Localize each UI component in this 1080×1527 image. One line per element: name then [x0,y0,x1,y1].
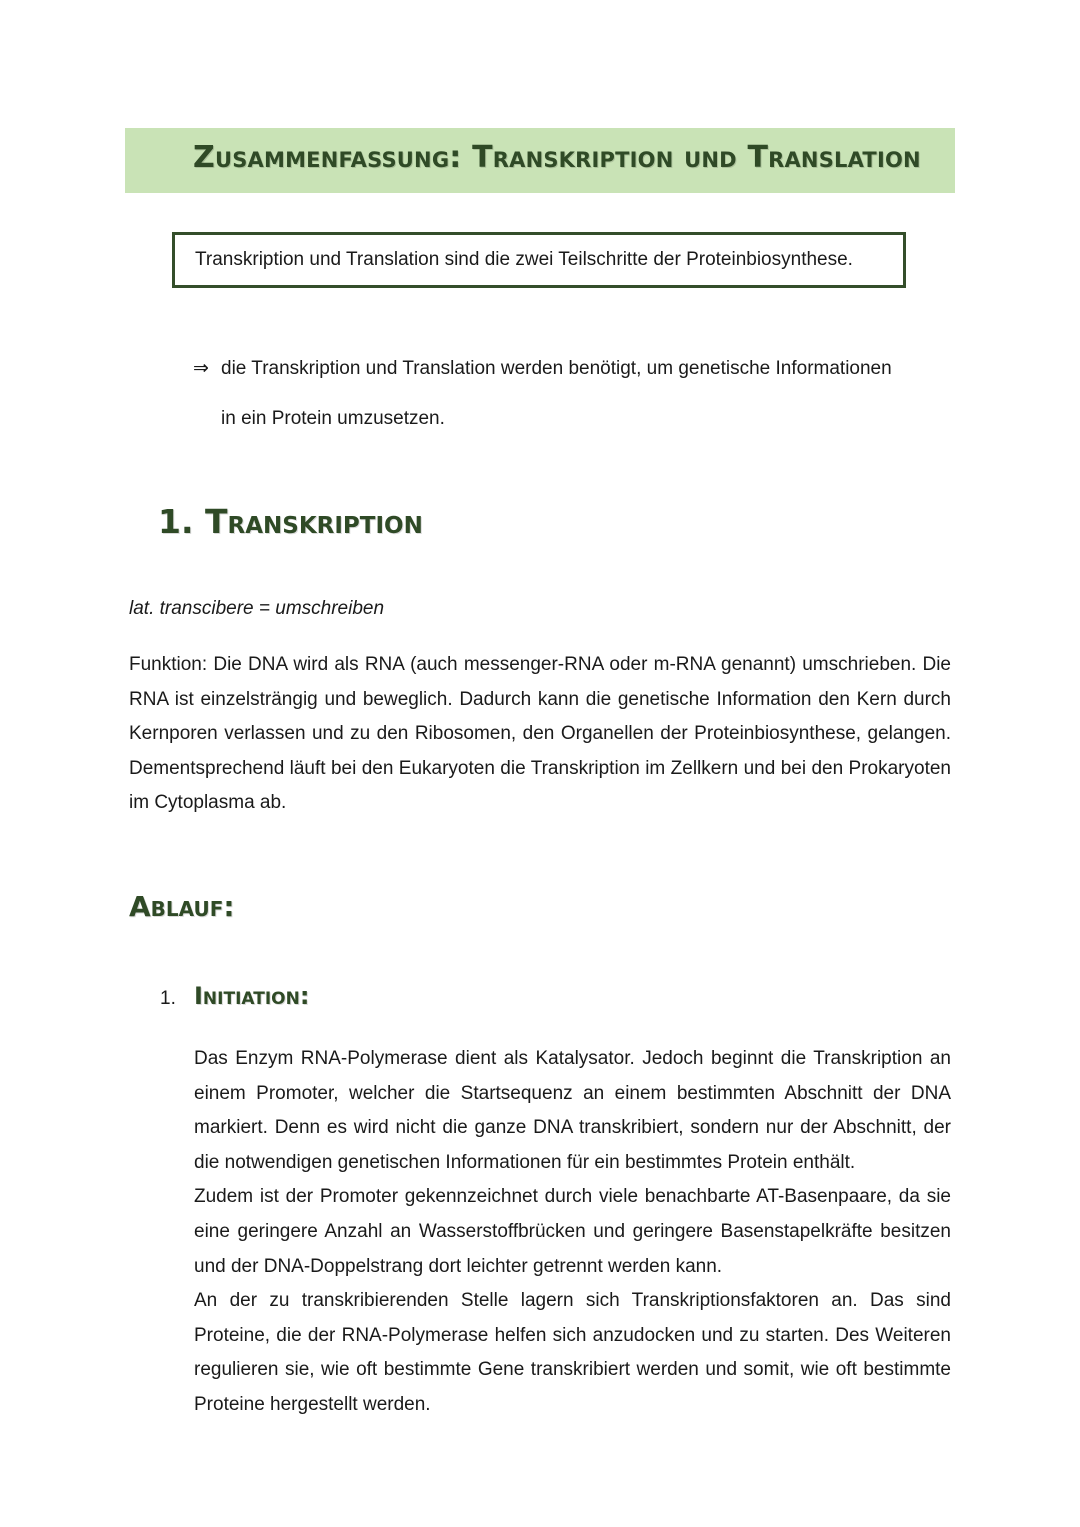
step-number: 1. [160,988,176,1009]
function-paragraph: Funktion: Die DNA wird als RNA (auch messenger-RNA oder m-RNA genannt) umschrieben. Die RNA ist einzelsträngig und beweglich. Dadurch kann die genetische Information den Kern durch Kernporen verlassen und zu den Ribosomen, den Organellen der Proteinbiosynthese, gelangen. Dementsprechend läuft bei den Eukaryoten die Transkription im Zellkern und bei den Prokaryoten im Cytoplasma ab. [129,654,951,814]
initiation-paragraph-2: Zudem ist der Promoter gekennzeichnet durch viele benachbarte AT-Basenpaare, da sie eine geringere Anzahl an Wasserstoffbrücken und geringere Basenstapelkräfte besitzen und der DNA-Doppelstrang dort leichter getrennt werden kann. [194,1186,951,1277]
initiation-body [194,1042,951,1423]
title-banner [125,128,955,193]
definition-box [172,232,906,288]
ablauf-heading: Ablauf: [129,890,235,923]
page-title: Zusammenfassung: Transkription und Translation [193,140,921,175]
implies-arrow-icon: ⇒ [193,358,209,379]
initiation-paragraph-1: Das Enzym RNA-Polymerase dient als Katalysator. Jedoch beginnt die Transkription an einem Promoter, welcher die Startsequenz an einem bestimmten Abschnitt der DNA markiert. Denn es wird nicht die ganze DNA transkribiert, sondern nur der Abschnitt, der die notwendigen genetischen Informationen für ein bestimmtes Protein enthält. [194,1048,951,1173]
definition-text: Transkription und Translation sind die zwei Teilschritte der Proteinbiosynthese. [195,249,853,270]
initiation-paragraph-3: An der zu transkribierenden Stelle lagern sich Transkriptionsfaktoren an. Das sind Proteine, die der RNA-Polymerase helfen sich anzudocken und zu starten. Des Weiteren regulieren sie, wie oft bestimmte Gene transkribiert werden und somit, wie oft bestimmte Proteine hergestellt werden. [194,1290,951,1415]
step-title-initiation: Initiation: [194,982,310,1010]
etymology-note: lat. transcibere = umschreiben [129,598,385,619]
implication-line-1: die Transkription und Translation werden benötigt, um genetische Informationen [221,358,892,379]
implication-line-2: in ein Protein umzusetzen. [221,408,445,429]
section-heading-transkription: 1. Transkription [158,502,423,541]
implication-block [193,344,892,444]
